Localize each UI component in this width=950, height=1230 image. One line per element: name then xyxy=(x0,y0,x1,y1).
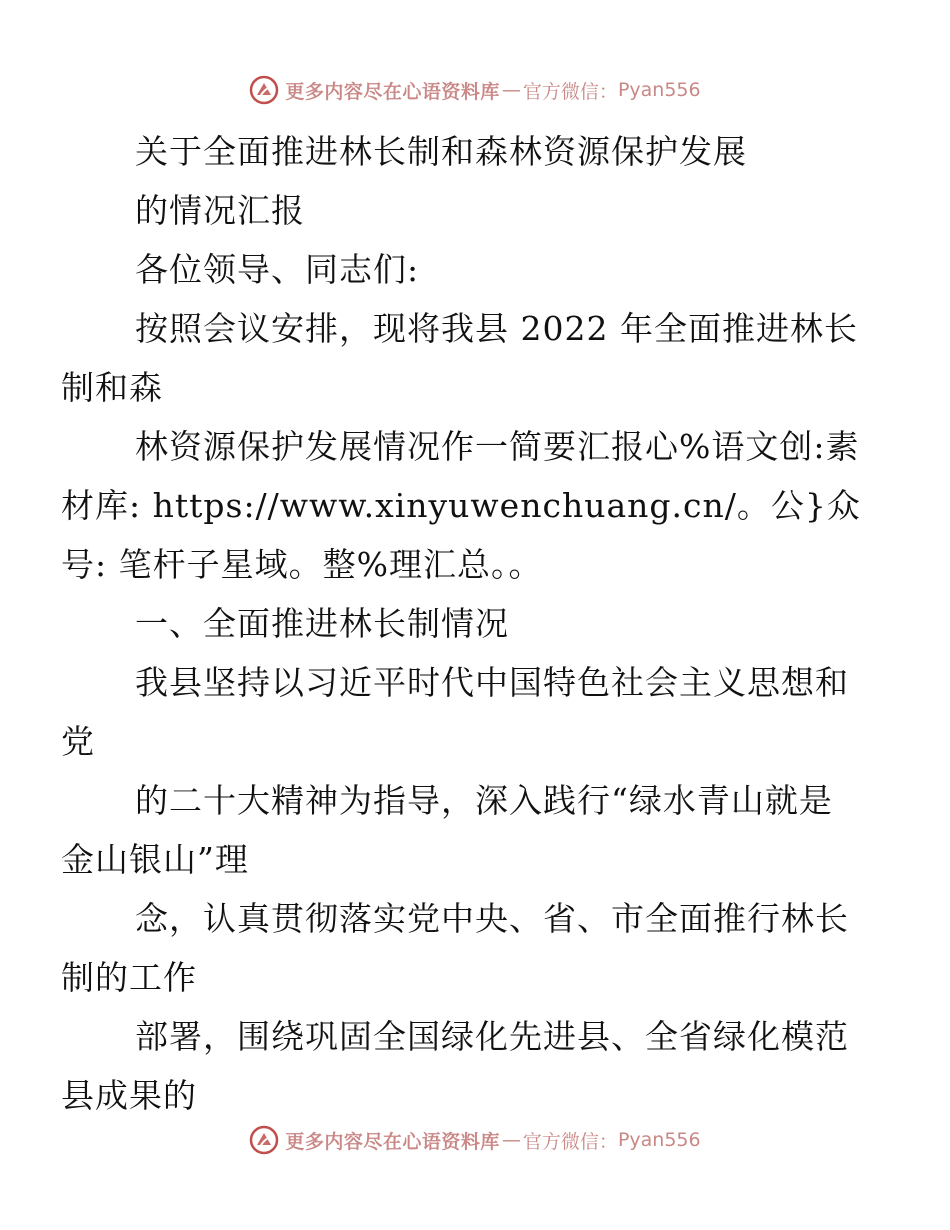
paragraph xyxy=(98,240,858,299)
paragraph xyxy=(61,771,858,889)
paragraph-line: 林资源保护发展情况作一简要汇报心%语文创:素 xyxy=(135,427,860,466)
paragraph-line: 县成果的 xyxy=(61,1076,197,1115)
watermark-brand: 更多内容尽在心语资料库 xyxy=(285,1130,500,1153)
brand-logo-icon xyxy=(249,1125,279,1155)
watermark-wechat-value: Pyan556 xyxy=(617,79,701,101)
paragraph xyxy=(98,594,858,653)
watermark-separator: — xyxy=(501,79,521,101)
paragraph xyxy=(61,653,858,771)
paragraph-line: 制的工作 xyxy=(61,958,197,997)
document-body xyxy=(61,122,861,1125)
paragraph-line: 关于全面推进林长制和森林资源保护发展 xyxy=(135,132,747,171)
watermark-header xyxy=(0,70,950,110)
watermark-brand: 更多内容尽在心语资料库 xyxy=(285,80,500,103)
watermark-wechat-label: 官方微信： xyxy=(522,80,618,103)
paragraph xyxy=(98,181,858,240)
watermark-wechat-value: Pyan556 xyxy=(617,1129,701,1151)
paragraph-line: 材库: https://www.xinyuwenchuang.cn/。公}众 xyxy=(61,486,861,525)
paragraph xyxy=(61,889,858,1007)
watermark-separator: — xyxy=(501,1129,521,1151)
paragraph xyxy=(61,1007,858,1125)
paragraph-line: 号: 笔杆子星域。整%理汇总。。 xyxy=(61,545,543,584)
paragraph-line: 制和森 xyxy=(61,368,163,407)
paragraph xyxy=(98,122,858,181)
paragraph-line: 的情况汇报 xyxy=(135,191,305,230)
paragraph-line: 念，认真贯彻落实党中央、省、市全面推行林长 xyxy=(135,899,849,938)
paragraph-line: 一、全面推进林长制情况 xyxy=(135,604,509,643)
paragraph xyxy=(61,417,861,594)
paragraph-line: 部署，围绕巩固全国绿化先进县、全省绿化模范 xyxy=(135,1017,849,1056)
paragraph-line: 党 xyxy=(61,722,95,761)
paragraph-line: 按照会议安排，现将我县 2022 年全面推进林长 xyxy=(135,309,858,348)
paragraph-line: 我县坚持以习近平时代中国特色社会主义思想和 xyxy=(135,663,849,702)
brand-logo-icon xyxy=(249,75,279,105)
watermark-wechat-label: 官方微信： xyxy=(522,1130,618,1153)
paragraph xyxy=(61,299,858,417)
paragraph-line: 金山银山”理 xyxy=(61,840,249,879)
paragraph-line: 的二十大精神为指导，深入践行“绿水青山就是 xyxy=(135,781,833,820)
watermark-footer xyxy=(0,1120,950,1160)
paragraph-line: 各位领导、同志们: xyxy=(135,250,420,289)
